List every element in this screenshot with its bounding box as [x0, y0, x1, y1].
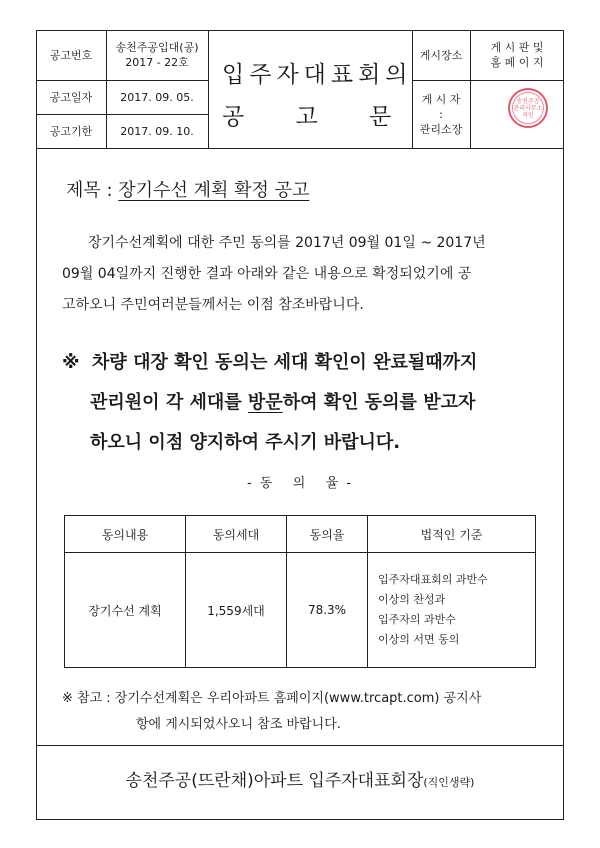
post-place-value: [470, 30, 564, 80]
footnote-line-1: ※ 참고 : 장기수선계획은 우리아파트 홈페이지(www.trcapt.com) 공지사: [62, 691, 482, 706]
announcement-period-label: 공고기한: [49, 124, 93, 138]
announcement-number-label: 공고번호: [49, 48, 93, 62]
body-line-3: 고하오니 주민여러분들께서는 이점 참조바랍니다.: [62, 297, 364, 313]
body-paragraph: [62, 228, 542, 321]
announcement-number-value: [106, 30, 208, 80]
header-bottom-line: [36, 148, 564, 149]
notice-line-3: 하오니 이점 양지하여 주시기 바랍니다.: [90, 432, 401, 453]
consent-rate-table: [64, 515, 536, 668]
signature-line: [0, 766, 600, 791]
announcement-number-line-1: 송천주공입대(공): [115, 41, 199, 54]
announcement-date-label: 공고일자: [49, 90, 93, 104]
footnote-line-2: 항에 게시되었사오니 참조 바랍니다.: [136, 717, 341, 732]
seal-text-2: 관리사무소: [513, 104, 543, 112]
criteria-line-2: 이상의 찬성과: [378, 593, 446, 606]
poster-label-line-3: 관리소장: [419, 122, 463, 136]
signature-divider: [36, 745, 564, 746]
vehicle-registry-notice: [62, 343, 542, 463]
table-header-criteria: 법적인 기준: [368, 516, 536, 553]
document-title-line-2: 공 고 문: [222, 104, 397, 130]
subject-line: [66, 176, 309, 202]
seal-text-3: 직인: [522, 111, 534, 119]
signature-name: 송천주공(뜨란채)아파트 입주자대표회장: [125, 771, 424, 791]
notice-line-2-underlined: 방문: [247, 392, 283, 413]
notice-line-1: [62, 343, 542, 383]
criteria-line-1: 입주자대표회의 과반수: [378, 573, 488, 586]
table-cell-content: 장기수선 계획: [65, 553, 186, 668]
announcement-number-line-2: 2017 - 22호: [125, 56, 189, 69]
seal-inner-ring: [512, 92, 544, 124]
document-title-line-1: 입주자대표회의: [222, 62, 413, 88]
body-line-2: 09월 04일까지 진행한 결과 아래와 같은 내용으로 확정되었기에 공: [62, 266, 472, 282]
table-row: [65, 553, 536, 668]
notice-line-2: [62, 383, 542, 423]
official-seal-stamp: [508, 88, 548, 128]
table-cell-rate: 78.3%: [287, 553, 368, 668]
post-place-line-2: 홈 페 이 지: [490, 56, 544, 69]
announcement-period-value: 2017. 09. 10.: [120, 124, 194, 138]
poster-label-line-2: :: [439, 107, 443, 121]
subject-label: 제목 :: [66, 180, 113, 201]
notice-line-2-post: 하여 확인 동의를 받고자: [282, 392, 476, 413]
poster-label-line-1: 게 시 자: [421, 92, 461, 106]
reference-footnote: [62, 686, 542, 738]
table-header-row: [65, 516, 536, 553]
post-place-label: 게시장소: [419, 48, 463, 62]
consent-rate-heading: - 동 의 율 -: [246, 476, 354, 491]
header-value-column-divider: [208, 30, 209, 148]
subject-title: 장기수선 계획 확정 공고: [118, 180, 310, 201]
table-cell-criteria: [368, 553, 536, 668]
notice-line-2-pre: 관리원이 각 세대를: [90, 392, 248, 413]
poster-label: [412, 80, 470, 148]
table-header-content: 동의내용: [65, 516, 186, 553]
body-line-1: 장기수선계획에 대한 주민 동의를 2017년 09월 01일 ~ 2017년: [88, 235, 486, 251]
announcement-date-value: 2017. 09. 05.: [120, 90, 194, 104]
notice-line-1-text: 차량 대장 확인 동의는 세대 확인이 완료될때까지: [92, 352, 478, 373]
seal-text-1: 송천주공: [516, 97, 540, 105]
notice-mark: ※: [62, 352, 80, 373]
table-header-rate: 동의율: [287, 516, 368, 553]
table-header-households: 동의세대: [186, 516, 287, 553]
criteria-line-3: 입주자의 과반수: [378, 613, 456, 626]
table-cell-households: 1,559세대: [186, 553, 287, 668]
post-place-line-1: 게 시 판 및: [490, 41, 544, 54]
seal-text: [514, 98, 543, 119]
signature-suffix: (직인생략): [423, 776, 475, 789]
criteria-line-4: 이상의 서면 동의: [378, 633, 460, 646]
